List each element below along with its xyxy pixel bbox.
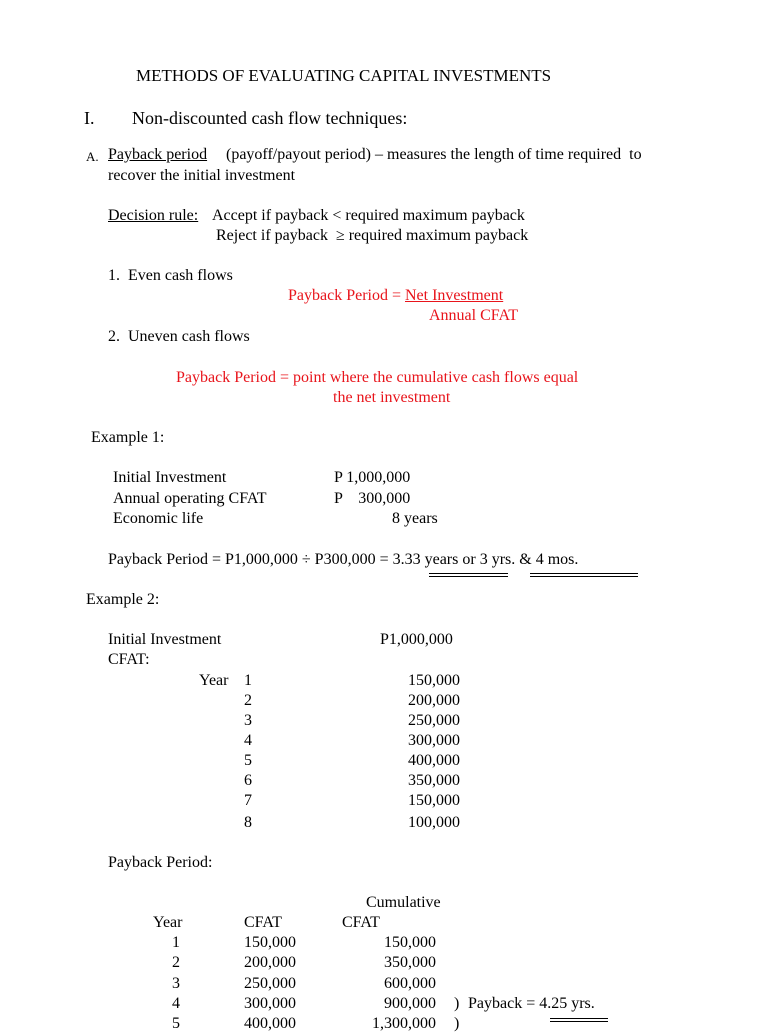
table-row-year: 3 [172,975,180,992]
table-row-cfat: 200,000 [244,954,296,971]
example1-value: P 1,000,000 [334,469,411,486]
example1-result: Payback Period = P1,000,000 ÷ P300,000 = 3.33 years or 3 yrs. & 4 mos. [108,551,579,568]
double-underline [550,1018,608,1022]
table-row-cum: 150,000 [384,934,436,951]
table-row-cfat: 150,000 [244,934,296,951]
example2-cfat: 150,000 [408,672,460,689]
section-title: Non-discounted cash flow techniques: [132,108,408,128]
col-year: Year [153,914,183,931]
uneven-formula-line2: the net investment [333,389,451,406]
example2-cfat: 150,000 [408,792,460,809]
table-row-year: 2 [172,954,180,971]
example2-year: 1 [244,672,252,689]
example2-cfat: 100,000 [408,814,460,831]
example2-cfat-label: CFAT: [108,651,150,668]
even-formula-numerator: Net Investment [405,287,504,304]
decision-reject: Reject if payback ≥ required maximum payback [216,227,529,244]
example1-label: Economic life [113,510,204,527]
table-row-cum: 900,000 [384,995,436,1012]
table-row-cfat: 400,000 [244,1015,296,1032]
col-cfat: CFAT [244,914,282,931]
table-row-year: 4 [172,995,180,1012]
example2-year-word: Year [199,672,229,689]
example2-year: 5 [244,752,252,769]
double-underline [530,573,638,577]
uneven-formula-line1: Payback Period = point where the cumulative cash flows equal [176,369,579,386]
example2-initial-value: P1,000,000 [380,631,453,648]
example2-initial-label: Initial Investment [108,631,222,648]
col-cumulative: Cumulative [366,894,441,911]
double-underline [429,573,508,577]
table-row-cum: 1,300,000 [372,1015,436,1032]
example2-year: 4 [244,732,252,749]
decision-accept: Accept if payback < required maximum payback [212,207,525,224]
table-row-cfat: 300,000 [244,995,296,1012]
table-row-cfat: 250,000 [244,975,296,992]
example2-year: 3 [244,712,252,729]
table-row-cum: 600,000 [384,975,436,992]
even-formula-denominator: Annual CFAT [429,307,519,324]
example1-label: Initial Investment [113,469,227,486]
example2-year: 6 [244,772,252,789]
bracket-top: ) [454,995,460,1012]
example2-year: 7 [244,792,252,809]
item-letter: A. [86,149,99,164]
even-formula-prefix: Payback Period = [288,287,405,304]
payback-period-term: Payback period [108,146,208,163]
even-cash-flows-label: 1. Even cash flows [108,267,233,284]
payback-result: Payback = 4.25 yrs. [468,995,595,1012]
example1-heading: Example 1: [91,429,165,446]
example2-year: 2 [244,692,252,709]
example2-cfat: 200,000 [408,692,460,709]
col-cumulative-cfat: CFAT [342,914,380,931]
example1-value: P 300,000 [334,490,411,507]
section-number: I. [84,108,95,128]
uneven-cash-flows-label: 2. Uneven cash flows [108,328,250,345]
example2-cfat: 300,000 [408,732,460,749]
example2-year: 8 [244,814,252,831]
table-row-year: 5 [172,1015,180,1032]
example2-cfat: 350,000 [408,772,460,789]
table-row-cum: 350,000 [384,954,436,971]
example1-label: Annual operating CFAT [113,490,267,507]
payback-definition: (payoff/payout period) – measures the length of time required to [226,146,642,163]
table-row-year: 1 [172,934,180,951]
example2-heading: Example 2: [86,591,160,608]
bracket-bottom: ) [454,1015,460,1032]
even-formula [288,286,503,306]
payback-table-heading: Payback Period: [108,854,213,871]
example2-cfat: 400,000 [408,752,460,769]
payback-definition-line2: recover the initial investment [108,167,296,184]
example2-cfat: 250,000 [408,712,460,729]
example1-value: 8 years [392,510,438,527]
decision-rule-label: Decision rule: [108,207,199,224]
document-title: METHODS OF EVALUATING CAPITAL INVESTMENTS [136,66,552,85]
